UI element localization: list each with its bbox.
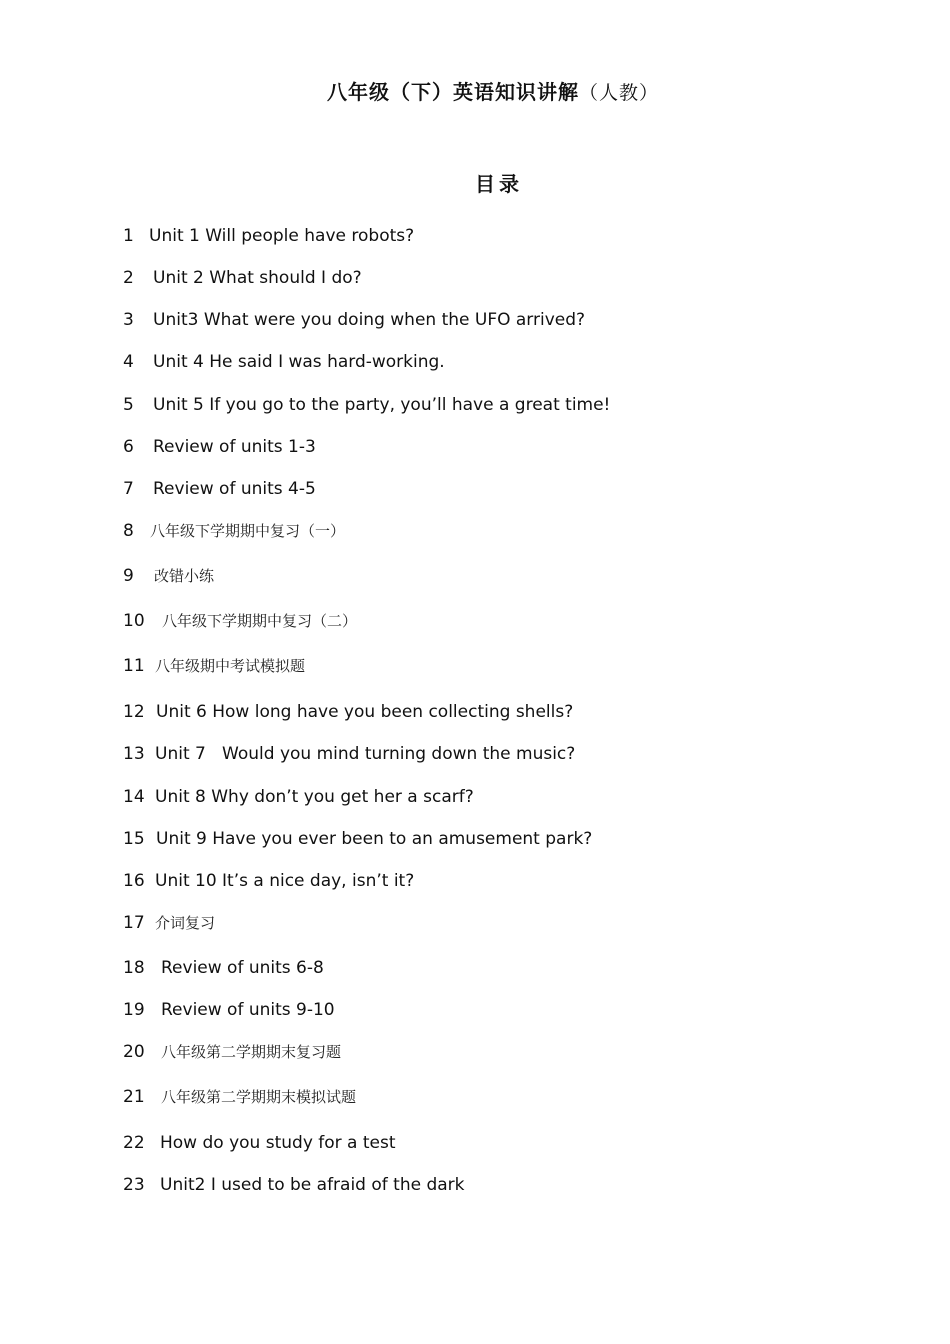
toc-item-text: 八年级第二学期期末复习题 <box>161 1043 342 1061</box>
toc-item-text: Unit 5 If you go to the party, you’ll have a great time! <box>153 395 611 415</box>
toc-item[interactable] <box>123 1174 465 1196</box>
toc-item-text: 八年级下学期期中复习（二） <box>162 612 358 630</box>
toc-item[interactable] <box>123 870 414 892</box>
toc-item-number: 23 <box>123 1175 145 1195</box>
toc-item-text: Unit 4 He said I was hard-working. <box>153 352 445 372</box>
toc-item[interactable] <box>123 701 573 723</box>
toc-item[interactable] <box>123 520 345 542</box>
toc-item[interactable] <box>123 828 592 850</box>
toc-item[interactable] <box>123 957 324 979</box>
toc-item-text: 介词复习 <box>155 914 216 932</box>
toc-item-text: Unit 8 Why don’t you get her a scarf? <box>155 787 474 807</box>
toc-item-number: 9 <box>123 566 134 586</box>
toc-item-number: 21 <box>123 1087 145 1107</box>
toc-item-number: 2 <box>123 268 134 288</box>
toc-item-text: Review of units 6-8 <box>161 958 324 978</box>
toc-item-text: Review of units 4-5 <box>153 479 316 499</box>
toc-item[interactable] <box>123 999 335 1021</box>
document-title <box>0 76 950 105</box>
toc-item-number: 20 <box>123 1042 145 1062</box>
toc-item-text: 八年级期中考试模拟题 <box>155 657 306 675</box>
toc-item[interactable] <box>123 912 215 934</box>
toc-item[interactable] <box>123 267 362 289</box>
toc-item-number: 13 <box>123 744 145 764</box>
toc-item-text: Review of units 9-10 <box>161 1000 335 1020</box>
toc-item[interactable] <box>123 436 316 458</box>
toc-item-text: Unit 9 Have you ever been to an amusement park? <box>156 829 593 849</box>
toc-item-number: 22 <box>123 1133 145 1153</box>
document-title-suffix: （人教） <box>578 82 659 104</box>
toc-item-number: 15 <box>123 829 145 849</box>
toc-item[interactable] <box>123 225 414 247</box>
toc-item[interactable] <box>123 610 357 632</box>
toc-item[interactable] <box>123 351 445 373</box>
toc-item[interactable] <box>123 786 474 808</box>
toc-item-text: 八年级第二学期期末模拟试题 <box>161 1088 357 1106</box>
toc-item[interactable] <box>123 1132 396 1154</box>
toc-item-number: 3 <box>123 310 134 330</box>
toc-item-text: Unit3 What were you doing when the UFO arrived? <box>153 310 586 330</box>
toc-item[interactable] <box>123 1086 356 1108</box>
toc-item-number: 17 <box>123 913 145 933</box>
toc-item-text: Unit2 I used to be afraid of the dark <box>160 1175 465 1195</box>
toc-item-text: How do you study for a test <box>160 1133 396 1153</box>
toc-item[interactable] <box>123 743 575 765</box>
toc-item-number: 12 <box>123 702 145 722</box>
toc-item-number: 5 <box>123 395 134 415</box>
toc-item-text: Unit 2 What should I do? <box>153 268 362 288</box>
toc-item[interactable] <box>123 565 214 587</box>
toc-item-number: 4 <box>123 352 134 372</box>
toc-item-text: Review of units 1-3 <box>153 437 316 457</box>
document-title-main: 八年级（下）英语知识讲解 <box>326 80 579 104</box>
toc-item-text: 八年级下学期期中复习（一） <box>150 522 346 540</box>
toc-item[interactable] <box>123 1041 341 1063</box>
toc-item-text: Unit 7 Would you mind turning down the music? <box>155 744 576 764</box>
toc-item-text: Unit 6 How long have you been collecting shells? <box>156 702 574 722</box>
toc-item-number: 1 <box>123 226 134 246</box>
toc-item[interactable] <box>123 478 316 500</box>
toc-item-number: 8 <box>123 521 134 541</box>
toc-item-text: 改错小练 <box>154 567 215 585</box>
toc-item[interactable] <box>123 655 305 677</box>
toc-item-number: 7 <box>123 479 134 499</box>
toc-item-number: 18 <box>123 958 145 978</box>
toc-item[interactable] <box>123 309 585 331</box>
toc-item-text: Unit 1 Will people have robots? <box>149 226 415 246</box>
toc-item-number: 6 <box>123 437 134 457</box>
toc-item-number: 11 <box>123 656 145 676</box>
toc-item-number: 10 <box>123 611 145 631</box>
toc-item-number: 19 <box>123 1000 145 1020</box>
toc-heading: 目录 <box>475 172 523 196</box>
toc-item[interactable] <box>123 394 610 416</box>
toc-item-number: 16 <box>123 871 145 891</box>
toc-item-number: 14 <box>123 787 145 807</box>
toc-item-text: Unit 10 It’s a nice day, isn’t it? <box>155 871 415 891</box>
